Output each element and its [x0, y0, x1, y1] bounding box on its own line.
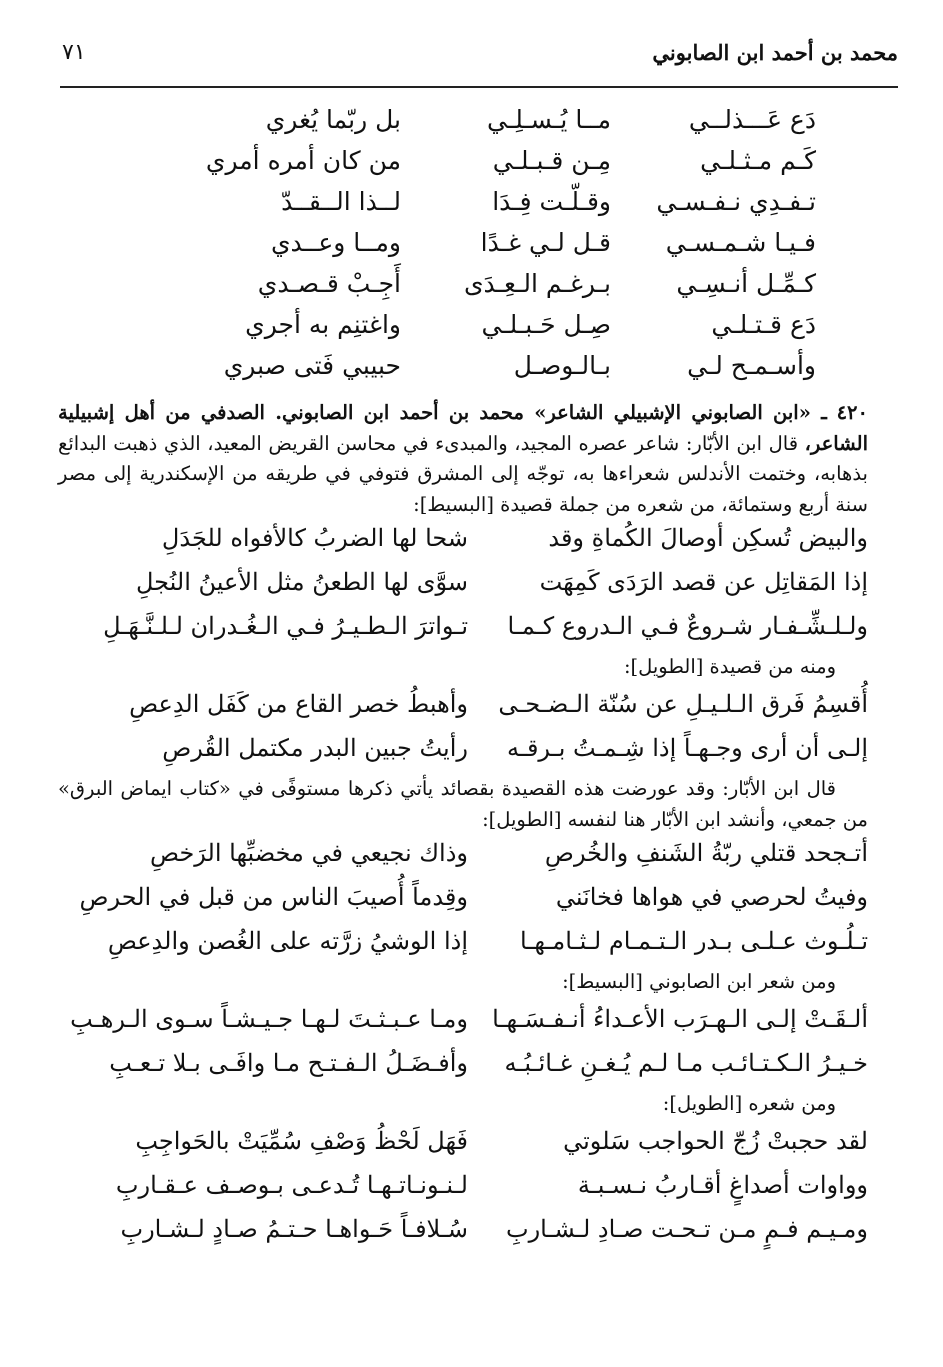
verse-second-hemistich: لـنـونـاتـهـا تُـدعـى بـوصـف عـقـاربِ — [115, 1171, 468, 1199]
stanza-segment: بل ربّما يُغري — [265, 105, 401, 134]
poem-block-5 — [58, 1123, 868, 1255]
verse-second-hemistich: وذاك نجيعي في مخضبِّها الرَخصِ — [150, 839, 468, 867]
poem-block-4 — [58, 1001, 868, 1089]
stanza-segment: ومــا وعــدي — [270, 228, 401, 257]
poem-intro: ومنه من قصيدة [الطويل]: — [623, 655, 836, 678]
stanza-segment: فـيـا شـمـسـي — [665, 228, 816, 257]
stanza-line — [58, 225, 868, 266]
verse — [58, 835, 868, 879]
stanza-segment: لــذا الــقــدّ — [281, 187, 401, 216]
verse — [58, 730, 868, 774]
stanza-segment: واغتنِم به أجري — [245, 310, 401, 339]
verse-first-hemistich: والبيض تُسكِن أوصالَ الكُماةِ وقد — [548, 524, 868, 552]
verse — [58, 520, 868, 564]
verse-first-hemistich: ألـقَـتْ إلـى الـهـرَب الأعـداءُ أنـفـسَـهـا — [492, 1005, 868, 1033]
verse-first-hemistich: تـلُـوث عـلـى بـدر الـتـمـام لـثـامـهـا — [519, 927, 868, 955]
stanza-segment: بـالـوصـل — [513, 351, 611, 380]
stanza-segment: دَع عَـــذلــي — [688, 105, 816, 134]
stanza-segment: بـرغـم الـعِـدَى — [463, 269, 611, 298]
verse-second-hemistich: فَهَل لَحْظُ وَصْفِ سُمِّيَتْ بالحَواجِبِ — [135, 1127, 468, 1155]
entry-dash: ـ — [810, 401, 827, 424]
entry-paragraph — [58, 398, 868, 520]
verse — [58, 1045, 868, 1089]
stanza-segment: مِـن قـبـلـي — [492, 146, 611, 175]
stanza-segment: كـمِّـل أنـسِـي — [676, 269, 816, 298]
page-body — [58, 100, 868, 1255]
verse — [58, 923, 868, 967]
poem-intro: ومن شعره [الطويل]: — [662, 1092, 836, 1115]
poem-block-2 — [58, 686, 868, 774]
stanza-segment: وأسـمـح لـي — [687, 351, 816, 380]
stanza-segment: حبيبي فَتى صبري — [223, 351, 401, 380]
stanza-line — [58, 143, 868, 184]
verse-first-hemistich: لقد حجبتْ زُجّ الحواجب سَلوتي — [563, 1127, 868, 1155]
stanza-line — [58, 102, 868, 143]
entry-text: قال ابن الأبّار: شاعر عصره المجيد، والمبدىء في محاسن القريض المعيد، الذي ذهبت البدائع بذهابه، وختمت الأندلس شعراءها به، توجّه إلى المشرق فتوفي في طريقه من الإسكندرية إلى مصر سنة أربع وستمائة، من شعره من جملة قصيدة [البسيط]: — [58, 431, 868, 516]
stanza-line — [58, 266, 868, 307]
stanza-segment: تـفـدِي نـفـسـي — [656, 187, 816, 216]
verse — [58, 1167, 868, 1211]
verse-first-hemistich: ولـلـشِّـفـار شـروعٌ فـي الـدروع كـمـا — [507, 612, 868, 640]
stanza-block — [58, 102, 868, 398]
stanza-segment: أَجِـبْ قـصـدي — [257, 269, 401, 298]
verse-first-hemistich: وواوات أصداغٍ أقـاربُ نـسـبـة — [577, 1171, 868, 1199]
entry-number: ٤٢٠ — [836, 401, 868, 424]
verse-second-hemistich: وأهبطُ خصر القاع من كَفَل الدِعصِ — [129, 690, 468, 718]
poem-block-3 — [58, 835, 868, 967]
stanza-segment: قـل لـي غـدًا — [480, 228, 611, 257]
verse-second-hemistich: وقِدماً أُصيبَ الناس من قبل في الحرصِ — [79, 883, 468, 911]
stanza-segment: وقـلّـت فِـدَا — [492, 187, 611, 216]
verse — [58, 608, 868, 652]
verse-second-hemistich: إذا الوشيُ زرَّته على الغُصن والدِعصِ — [107, 927, 468, 955]
verse-second-hemistich: وأفـضَـلُ الـفـتـح مـا وافَـى بـلا تـعـبِ — [109, 1049, 468, 1077]
verse-first-hemistich: إذا المَقاتِل عن قصد الرَدَى كَمِهَت — [539, 568, 868, 596]
poem-intro: ومن شعر ابن الصابوني [البسيط]: — [562, 970, 836, 993]
verse — [58, 564, 868, 608]
stanza-line — [58, 184, 868, 225]
verse-first-hemistich: أُقسِمُ فَرق الـلـيـلِ عن سُنّة الـضـحـى — [498, 690, 868, 718]
verse-second-hemistich: سُـلافـاً حَـواهـا حـتـمُ صـادٍ لـشـاربِ — [120, 1215, 468, 1243]
verse-second-hemistich: رأيتُ جبين البدر مكتمل القُرصِ — [162, 734, 468, 762]
page-header — [60, 40, 898, 88]
stanza-segment: مــا يُـسـلِـي — [487, 105, 611, 134]
stanza-line — [58, 348, 868, 389]
verse — [58, 1211, 868, 1255]
verse-second-hemistich: سوَّى لها الطعنُ مثل الأعينُ النُجلِ — [136, 568, 468, 596]
verse-first-hemistich: ومـيـم فـمٍ مـن تـحـت صـادِ لـشـاربِ — [506, 1215, 868, 1243]
verse-first-hemistich: وفيتُ لحرصي في هواها فخانَني — [555, 883, 868, 911]
stanza-segment: دَع قـتـلـي — [711, 310, 816, 339]
verse-second-hemistich: تـواترَ الـطـيـرُ فـي الـغُـدران لـلـنَّـهَـلِ — [103, 612, 468, 640]
verse — [58, 686, 868, 730]
verse-second-hemistich: شحا لها الضربُ كالأفواه للجَدَلِ — [161, 524, 468, 552]
stanza-line — [58, 307, 868, 348]
verse — [58, 1123, 868, 1167]
running-title: محمد بن أحمد ابن الصابوني — [652, 40, 898, 65]
stanza-segment: كَـم مـثـلـي — [700, 146, 816, 175]
commentary-paragraph: قال ابن الأبّار: وقد عورضت هذه القصيدة بقصائد يأتي ذكرها مستوفًى في «كتاب ايماض البرق» من جمعي، وأنشد ابن الأبّار هنا لنفسه [الطويل]: — [58, 777, 868, 831]
entry-title: «ابن الصابوني الإشبيلي الشاعر» محمد بن أحمد ابن الصابوني. الصدفي من أهل إشبيلية الشاعر، — [58, 401, 868, 455]
verse-second-hemistich: ومـا عـبـثـتَ لـهـا جـيـشـاً سـوى الـرهـبِ — [70, 1005, 468, 1033]
verse-first-hemistich: أتـجحد قتلي ربّةُ الشَنفِ والخُرصِ — [544, 839, 868, 867]
stanza-segment: من كان أمره أمري — [205, 146, 401, 175]
poem-block-1 — [58, 520, 868, 652]
verse — [58, 1001, 868, 1045]
page-number: ٧١ — [62, 40, 86, 65]
stanza-segment: صِـل حَـبـلـي — [481, 310, 611, 339]
verse — [58, 879, 868, 923]
verse-first-hemistich: خـيـرُ الـكـتـائـب مـا لـم يُـغـنِ غـائـبُـه — [504, 1049, 868, 1077]
verse-first-hemistich: إلـى أن أرى وجـهـاً إذا شِـمـتُ بـرقـه — [507, 734, 868, 762]
